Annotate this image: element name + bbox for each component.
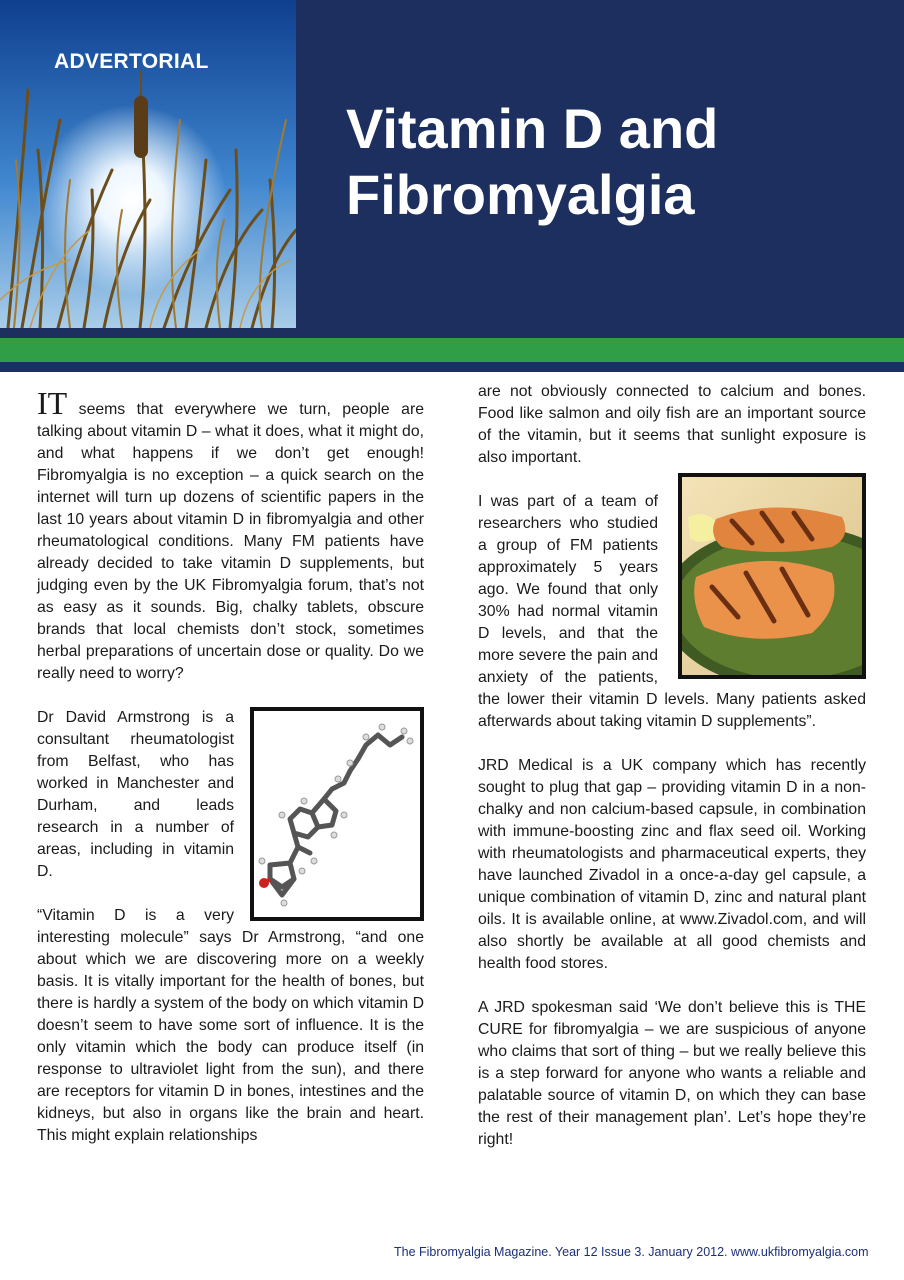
intro-paragraph bbox=[37, 385, 425, 685]
quote-continuation: are not obviously connected to calcium and bones. Food like salmon and oily fish are an important source of the vitamin, but it seems that sunlight exposure is also important. bbox=[478, 383, 866, 466]
spokesman-paragraph: A JRD spokesman said ‘We don’t believe this is THE CURE for fibromyalgia – we are suspicious of anyone who claims that sort of thing – but we really believe this is a step forward for anyone who wants a reliable and palatable source of vitamin D, on which they can base the rest of their management plan’. Let’s hope they’re right! bbox=[478, 999, 866, 1148]
research-paragraph: I was part of a team of researchers who studied a group of FM patients approximately 5 years ago. We found that only 30% had normal vitamin D levels, and that the more severe the pain and anxiety of the patients, the lower their vitamin D levels. Many patients asked afterwards about taking vitamin D supplements”. bbox=[478, 493, 866, 730]
footer-citation: The Fibromyalgia Magazine. Year 12 Issue 3. January 2012. www.ukfibromyalgia.com bbox=[394, 1245, 869, 1259]
vitamin-d-molecule-model bbox=[250, 707, 424, 921]
divider-band-bottom bbox=[0, 362, 904, 372]
advertorial-label: ADVERTORIAL bbox=[54, 50, 209, 73]
article-title: Vitamin D and Fibromyalgia bbox=[346, 97, 719, 226]
article-column-left bbox=[37, 385, 425, 1147]
article-column-right bbox=[478, 381, 866, 1151]
header-banner bbox=[0, 0, 904, 328]
divider-band-top bbox=[0, 328, 904, 338]
divider-band-green bbox=[0, 338, 904, 362]
author-bio-paragraph: Dr David Armstrong is a consultant rheumatologist from Belfast, who has worked in Manchester and Durham, and leads research in a number of areas, including in vitamin D. bbox=[37, 709, 234, 880]
quote-paragraph: “Vitamin D is a very interesting molecule” says Dr Armstrong, “and one about which we are discovering more on a weekly basis. It is vitally important for the health of bones, but there is hardly a system of the body on which vitamin D doesn’t seem to have some sort of influence. It is the only vitamin which the body can produce itself (in response to ultraviolet light from the sun), and there are receptors for vitamin D in bones, intestines and the kidneys, but also in organs like the brain and heart. This might explain relationships bbox=[37, 907, 424, 1144]
intro-text: seems that everywhere we turn, people are talking about vitamin D – what it does, what it might do, and what happens if we don’t get enough! Fibromyalgia is no exception – a quick search on the internet will turn up dozens of scientific papers in the last 10 years about vitamin D in fibromyalgia and other rheumatological conditions. Many FM patients have already decided to take vitamin D supplements, but judging even by the UK Fibromyalgia forum, that’s not as easy as it sounds. Big, chalky tablets, obscure brands that local chemists don’t stock, sometimes herbal preparations of uncertain dose or quality. Do we really need to worry? bbox=[37, 401, 425, 682]
grilled-salmon-photo bbox=[678, 473, 866, 679]
dropcap: IT bbox=[37, 385, 68, 421]
company-paragraph: JRD Medical is a UK company which has recently sought to plug that gap – providing vitamin D in a non-chalky and non calcium-based capsule, in combination with immune-boosting zinc and flax seed oil. Working with rheumatologists and pharmaceutical experts, they have launched Zivadol in a once-a-day gel capsule, a unique combination of vitamin D, zinc and natural plant oils. It is available online, at www.Zivadol.com, and will also shortly be available at all good chemists and health food stores. bbox=[478, 757, 866, 972]
